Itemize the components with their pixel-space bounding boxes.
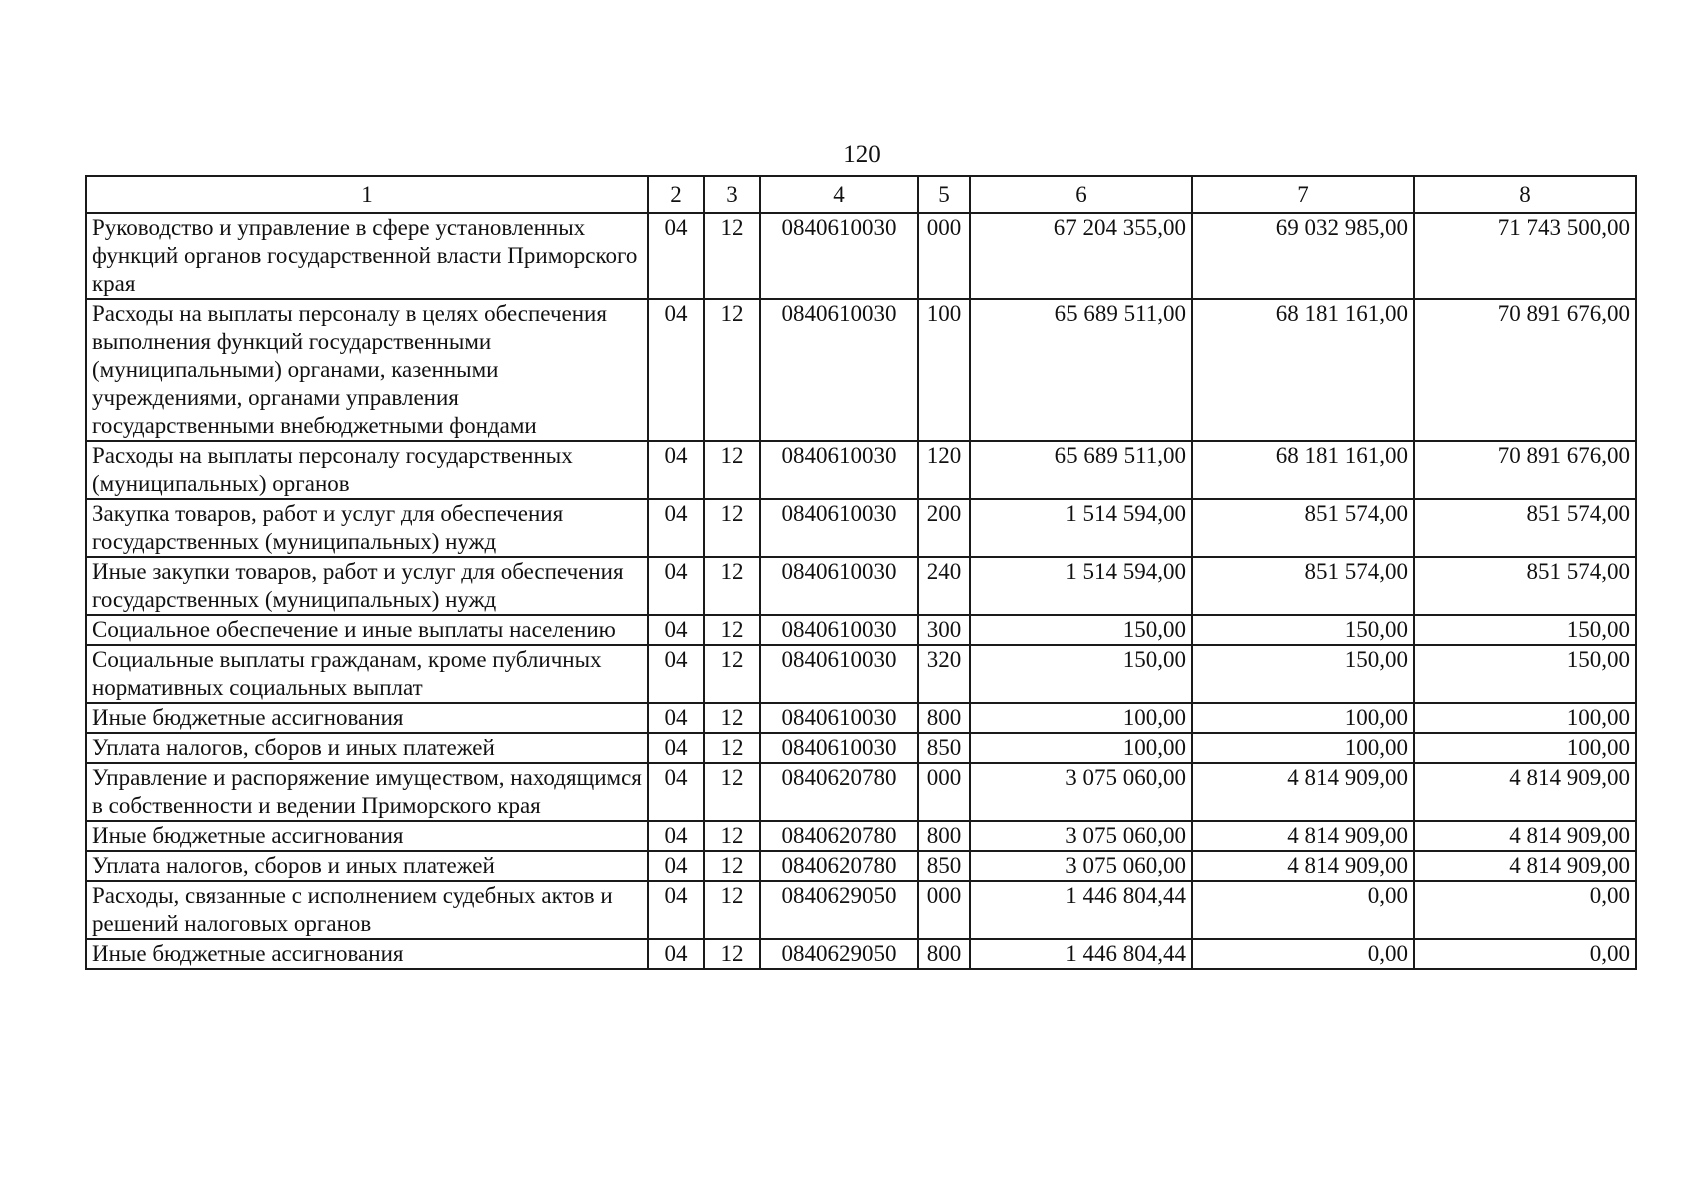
target-article-code: 0840620780 [760, 851, 918, 881]
target-article-code: 0840629050 [760, 881, 918, 939]
header-cell: 5 [918, 176, 970, 213]
amount-year-1: 1 446 804,44 [970, 939, 1192, 969]
amount-year-1: 67 204 355,00 [970, 213, 1192, 299]
section-code: 04 [648, 645, 704, 703]
amount-year-2: 69 032 985,00 [1192, 213, 1414, 299]
section-code: 04 [648, 851, 704, 881]
page-number: 120 [843, 141, 881, 168]
target-article-code: 0840629050 [760, 939, 918, 969]
section-code: 04 [648, 557, 704, 615]
amount-year-1: 150,00 [970, 615, 1192, 645]
amount-year-2: 0,00 [1192, 881, 1414, 939]
table-row [86, 299, 1636, 441]
section-code: 04 [648, 299, 704, 441]
expense-name: Закупка товаров, работ и услуг для обеспечения государственных (муниципальных) нужд [86, 499, 648, 557]
amount-year-2: 68 181 161,00 [1192, 441, 1414, 499]
expense-type-code: 300 [918, 615, 970, 645]
expense-type-code: 800 [918, 821, 970, 851]
section-code: 04 [648, 499, 704, 557]
target-article-code: 0840610030 [760, 299, 918, 441]
subsection-code: 12 [704, 441, 760, 499]
amount-year-2: 4 814 909,00 [1192, 763, 1414, 821]
amount-year-3: 0,00 [1414, 939, 1636, 969]
amount-year-1: 65 689 511,00 [970, 441, 1192, 499]
target-article-code: 0840610030 [760, 733, 918, 763]
section-code: 04 [648, 881, 704, 939]
amount-year-1: 3 075 060,00 [970, 851, 1192, 881]
amount-year-3: 100,00 [1414, 703, 1636, 733]
subsection-code: 12 [704, 299, 760, 441]
header-cell: 4 [760, 176, 918, 213]
header-cell: 8 [1414, 176, 1636, 213]
expense-type-code: 000 [918, 213, 970, 299]
expense-name: Иные бюджетные ассигнования [86, 939, 648, 969]
expense-type-code: 240 [918, 557, 970, 615]
amount-year-3: 70 891 676,00 [1414, 299, 1636, 441]
section-code: 04 [648, 441, 704, 499]
target-article-code: 0840620780 [760, 821, 918, 851]
table-row [86, 939, 1636, 969]
expense-type-code: 850 [918, 851, 970, 881]
table-row [86, 851, 1636, 881]
amount-year-3: 4 814 909,00 [1414, 763, 1636, 821]
table-row [86, 645, 1636, 703]
expense-type-code: 200 [918, 499, 970, 557]
subsection-code: 12 [704, 851, 760, 881]
expense-type-code: 000 [918, 881, 970, 939]
amount-year-2: 100,00 [1192, 703, 1414, 733]
header-cell: 1 [86, 176, 648, 213]
section-code: 04 [648, 939, 704, 969]
table-row [86, 703, 1636, 733]
expense-name: Иные бюджетные ассигнования [86, 821, 648, 851]
amount-year-3: 150,00 [1414, 615, 1636, 645]
expense-name: Расходы, связанные с исполнением судебных актов и решений налоговых органов [86, 881, 648, 939]
amount-year-1: 100,00 [970, 703, 1192, 733]
section-code: 04 [648, 733, 704, 763]
amount-year-1: 65 689 511,00 [970, 299, 1192, 441]
table-row [86, 213, 1636, 299]
subsection-code: 12 [704, 499, 760, 557]
target-article-code: 0840620780 [760, 763, 918, 821]
expense-name: Социальные выплаты гражданам, кроме публичных нормативных социальных выплат [86, 645, 648, 703]
subsection-code: 12 [704, 939, 760, 969]
section-code: 04 [648, 821, 704, 851]
subsection-code: 12 [704, 213, 760, 299]
amount-year-3: 851 574,00 [1414, 499, 1636, 557]
expense-name: Уплата налогов, сборов и иных платежей [86, 851, 648, 881]
amount-year-3: 851 574,00 [1414, 557, 1636, 615]
expense-type-code: 120 [918, 441, 970, 499]
expense-name: Иные закупки товаров, работ и услуг для обеспечения государственных (муниципальных) нужд [86, 557, 648, 615]
amount-year-2: 68 181 161,00 [1192, 299, 1414, 441]
expense-name: Управление и распоряжение имуществом, находящимся в собственности и ведении Приморского края [86, 763, 648, 821]
target-article-code: 0840610030 [760, 213, 918, 299]
expense-type-code: 000 [918, 763, 970, 821]
target-article-code: 0840610030 [760, 441, 918, 499]
amount-year-3: 150,00 [1414, 645, 1636, 703]
amount-year-2: 150,00 [1192, 615, 1414, 645]
expense-name: Уплата налогов, сборов и иных платежей [86, 733, 648, 763]
amount-year-2: 4 814 909,00 [1192, 851, 1414, 881]
target-article-code: 0840610030 [760, 557, 918, 615]
subsection-code: 12 [704, 821, 760, 851]
subsection-code: 12 [704, 615, 760, 645]
amount-year-2: 4 814 909,00 [1192, 821, 1414, 851]
amount-year-1: 3 075 060,00 [970, 763, 1192, 821]
amount-year-2: 150,00 [1192, 645, 1414, 703]
amount-year-3: 4 814 909,00 [1414, 821, 1636, 851]
expense-type-code: 800 [918, 939, 970, 969]
table-row [86, 763, 1636, 821]
amount-year-3: 71 743 500,00 [1414, 213, 1636, 299]
amount-year-3: 4 814 909,00 [1414, 851, 1636, 881]
target-article-code: 0840610030 [760, 615, 918, 645]
header-row [86, 176, 1636, 213]
expense-name: Социальное обеспечение и иные выплаты населению [86, 615, 648, 645]
section-code: 04 [648, 703, 704, 733]
table-row [86, 557, 1636, 615]
section-code: 04 [648, 213, 704, 299]
expense-type-code: 100 [918, 299, 970, 441]
header-cell: 3 [704, 176, 760, 213]
expense-type-code: 320 [918, 645, 970, 703]
subsection-code: 12 [704, 703, 760, 733]
subsection-code: 12 [704, 733, 760, 763]
table-row [86, 615, 1636, 645]
subsection-code: 12 [704, 645, 760, 703]
expense-name: Руководство и управление в сфере установленных функций органов государственной власти Приморского края [86, 213, 648, 299]
expense-name: Иные бюджетные ассигнования [86, 703, 648, 733]
subsection-code: 12 [704, 557, 760, 615]
amount-year-2: 0,00 [1192, 939, 1414, 969]
subsection-code: 12 [704, 763, 760, 821]
header-cell: 2 [648, 176, 704, 213]
amount-year-2: 851 574,00 [1192, 499, 1414, 557]
header-cell: 6 [970, 176, 1192, 213]
expense-type-code: 850 [918, 733, 970, 763]
amount-year-3: 100,00 [1414, 733, 1636, 763]
amount-year-3: 70 891 676,00 [1414, 441, 1636, 499]
section-code: 04 [648, 763, 704, 821]
expense-name: Расходы на выплаты персоналу государственных (муниципальных) органов [86, 441, 648, 499]
amount-year-1: 1 514 594,00 [970, 499, 1192, 557]
amount-year-2: 100,00 [1192, 733, 1414, 763]
table-row [86, 733, 1636, 763]
target-article-code: 0840610030 [760, 703, 918, 733]
amount-year-1: 100,00 [970, 733, 1192, 763]
expense-name: Расходы на выплаты персоналу в целях обеспечения выполнения функций государственными (муниципальными) органами, казенными учреждениями, органами управления государственными внебюджетными фондами [86, 299, 648, 441]
subsection-code: 12 [704, 881, 760, 939]
amount-year-1: 1 446 804,44 [970, 881, 1192, 939]
amount-year-1: 1 514 594,00 [970, 557, 1192, 615]
amount-year-1: 150,00 [970, 645, 1192, 703]
header-cell: 7 [1192, 176, 1414, 213]
amount-year-2: 851 574,00 [1192, 557, 1414, 615]
target-article-code: 0840610030 [760, 499, 918, 557]
amount-year-1: 3 075 060,00 [970, 821, 1192, 851]
section-code: 04 [648, 615, 704, 645]
table-row [86, 821, 1636, 851]
table-row [86, 499, 1636, 557]
expense-type-code: 800 [918, 703, 970, 733]
amount-year-3: 0,00 [1414, 881, 1636, 939]
table-row [86, 441, 1636, 499]
budget-table [85, 175, 1637, 970]
table-row [86, 881, 1636, 939]
target-article-code: 0840610030 [760, 645, 918, 703]
